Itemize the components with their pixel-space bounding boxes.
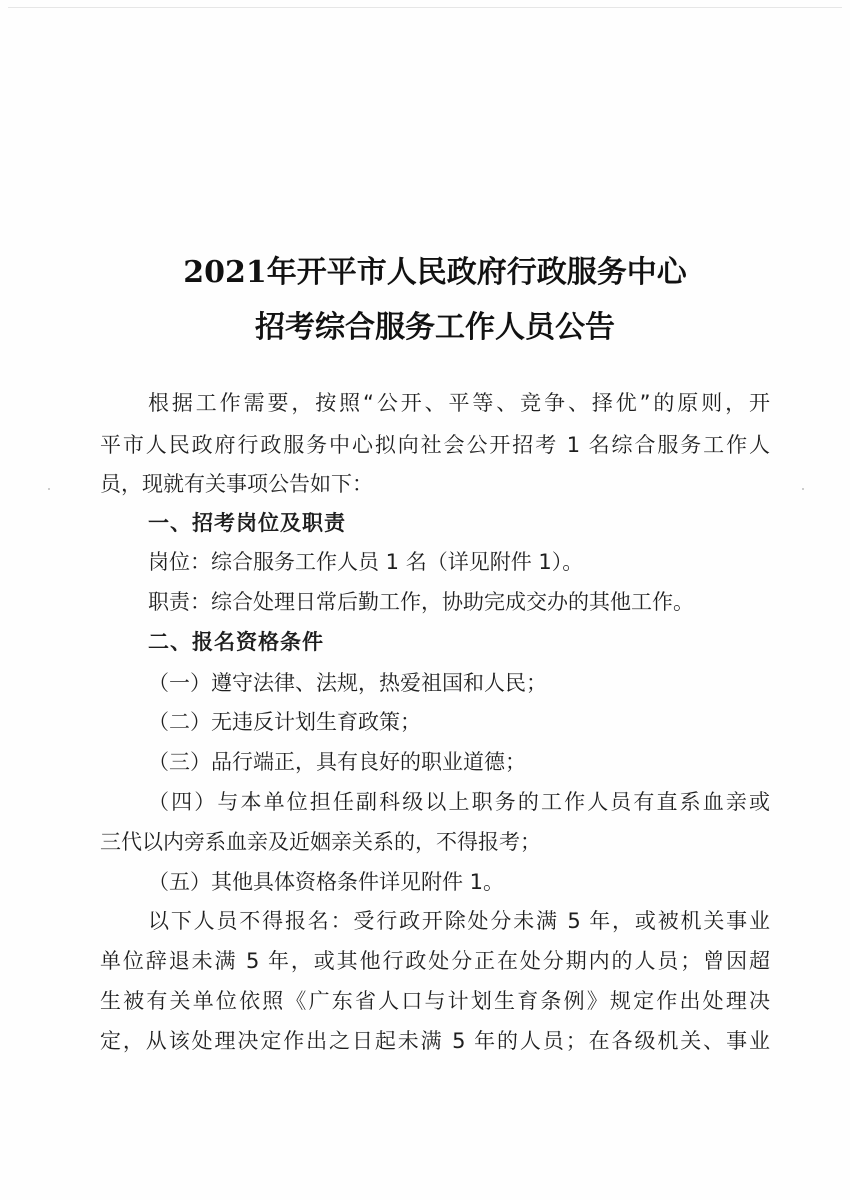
- scan-edge-line: [8, 7, 842, 8]
- document-title-line-1: 2021年开平市人民政府行政服务中心: [183, 255, 687, 290]
- intro-line-1: 根据工作需要，按照“公开、平等、竞争、择优”的原则，开: [148, 391, 770, 415]
- section-2-item-4-line-1: （四）与本单位担任副科级以上职务的工作人员有直系血亲或: [148, 790, 770, 814]
- section-2-item-2: （二）无违反计划生育政策；: [148, 710, 421, 734]
- exclusion-line-2: 单位辞退未满 5 年，或其他行政处分正在处分期内的人员；曾因超: [100, 949, 770, 973]
- section-2-heading: 二、报名资格条件: [148, 630, 324, 654]
- intro-line-2: 平市人民政府行政服务中心拟向社会公开招考 1 名综合服务工作人: [100, 433, 770, 457]
- intro-line-3: 员，现就有关事项公告如下：: [100, 472, 373, 496]
- exclusion-line-1: 以下人员不得报名：受行政开除处分未满 5 年，或被机关事业: [148, 909, 770, 933]
- scan-speck: [48, 488, 50, 490]
- section-1-duty: 职责：综合处理日常后勤工作，协助完成交办的其他工作。: [148, 590, 694, 614]
- exclusion-line-4: 定，从该处理决定作出之日起未满 5 年的人员；在各级机关、事业: [100, 1029, 770, 1053]
- section-1-post: 岗位：综合服务工作人员 1 名（详见附件 1）。: [148, 550, 584, 574]
- section-1-heading: 一、招考岗位及职责: [148, 511, 346, 535]
- exclusion-line-3: 生被有关单位依照《广东省人口与计划生育条例》规定作出处理决: [100, 989, 770, 1013]
- section-2-item-5: （五）其他具体资格条件详见附件 1。: [148, 870, 505, 894]
- document-title-line-2: 招考综合服务工作人员公告: [255, 310, 615, 345]
- section-2-item-1: （一）遵守法律、法规，热爱祖国和人民；: [148, 671, 547, 695]
- section-2-item-3: （三）品行端正，具有良好的职业道德；: [148, 750, 526, 774]
- section-2-item-4-line-2: 三代以内旁系血亲及近姻亲关系的，不得报考；: [100, 830, 541, 854]
- scan-speck: [802, 488, 804, 490]
